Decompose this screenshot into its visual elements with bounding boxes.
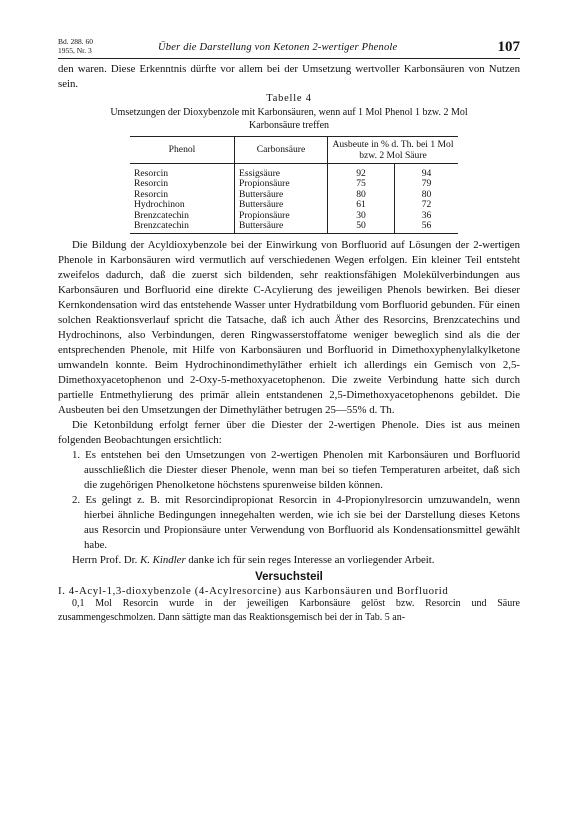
acknowledgement-name: K. Kindler — [140, 554, 186, 567]
cell-phenol: Resorcin — [134, 178, 169, 190]
body-paragraph: Die Ketonbildung erfolgt ferner über die Diester der 2-wertigen Phenole. Dies ist aus meinen folgenden Beobachtungen ersichtlich: — [58, 419, 520, 447]
column-header-carbonsaeure: Carbonsäure — [235, 136, 328, 163]
cell-yield-1mol: 80 — [328, 190, 395, 201]
cell-phenol: Resorcin — [134, 188, 169, 200]
table-row — [130, 163, 458, 179]
cell-acid: Buttersäure — [235, 190, 328, 201]
intro-paragraph: den waren. Diese Erkenntnis dürfte vor allem bei der Umsetzung wertvoller Karbonsäuren von Nutzen sein. — [58, 63, 520, 90]
cell-yield-2mol: 36 — [395, 211, 459, 222]
observation-list — [58, 448, 520, 553]
subsection-heading: I. 4-Acyl-1,3-dioxybenzole (4-Acylresorcine) aus Karbonsäuren und Borfluorid — [58, 585, 449, 598]
cell-yield-1mol: 30 — [328, 211, 395, 222]
table-header-row — [130, 136, 458, 163]
cell-yield-2mol: 72 — [395, 200, 459, 211]
table-caption-line1: Umsetzungen der Dioxybenzole mit Karbonsäuren, wenn auf 1 Mol Phenol 1 bzw. 2 Mol — [110, 106, 468, 118]
running-header — [58, 38, 520, 60]
cell-yield-1mol: 50 — [328, 221, 395, 233]
cell-acid: Buttersäure — [235, 200, 328, 211]
journal-year-issue: 1955, Nr. 3 — [58, 45, 92, 55]
body-paragraph: Die Bildung der Acyldioxybenzole bei der Einwirkung von Borfluorid auf Lösungen der 2-wertigen Phenole in Karbonsäuren wird vermutlich auf verschiedenen Wegen erfolgen. Ein kleiner Teil entsteht zweifelos dadurch, daß die zuerst sich bildenden, sehr reaktionsfähigen Molekülverbindungen aus Karbonsäuren und Borfluorid eine direkte C-Acylierung des jeweiligen Phenols bewirken. Bei dieser Kernkondensation wird das entstehende Wasser unter Hydratbildung vom Borfluorid gebunden. Für einen solchen Reaktionsverlauf spricht die Tatsache, daß ich auch Äther des Resorcins, Brenzcatechins und Hydrochinons, also Verbindungen, deren Ringwasserstoffatome weniger beweglich sind als die der entsprechenden Phenole, mit Hilfe von Karbonsäuren und Borfluorid in Dimethoxyphenylalkylketone umwandeln konnte. Beim Hydrochinondimethyläther erhielt ich allerdings ein Gemisch von 2,5-Dimethoxyacetophenon und 2-Oxy-5-methoxyacetophenon. Die zweite Verbindung hatte sich durch partielle Entmethylierung des primär allein entstandenen 2,5-Dimethoxyacetophenons gebildet. Die Ausbeuten bei den Umsetzungen der Dimethyläther betrugen 25—55% d. Th. — [58, 239, 520, 417]
journal-volume: Bd. 288. 60 — [58, 37, 94, 46]
list-item: 2. Es gelingt z. B. mit Resorcindipropionat Resorcin in 4-Propionylresorcin umzuwandeln, wenn hierbei ähnliche Bedingungen innegehalten werden, wie ich sie bei der Darstellung dieses Ketons aus Resorcin und Propionsäure unter Verwendung von Borfluorid als Kondensationsmittel gewählt habe. — [72, 494, 520, 552]
cell-acid: Propionsäure — [235, 211, 328, 222]
page — [58, 38, 520, 624]
cell-yield-1mol: 75 — [328, 179, 395, 190]
header-rule — [58, 58, 520, 59]
cell-yield-1mol: 61 — [328, 200, 395, 211]
experimental-paragraph: 0,1 Mol Resorcin wurde in der jeweiligen Karbonsäure gelöst bzw. Resorcin und Säure zusammengeschmolzen. Dann sättigte man das Reaktionsgemisch bei der in Tab. 5 an- — [58, 598, 520, 623]
cell-yield-2mol: 56 — [395, 221, 459, 233]
table-row — [130, 179, 458, 190]
table-label: Tabelle 4 — [266, 93, 312, 104]
cell-yield-2mol: 80 — [395, 190, 459, 201]
cell-phenol: Hydrochinon — [134, 199, 185, 211]
section-title: Versuchsteil — [255, 571, 323, 584]
cell-phenol: Brenzcatechin — [134, 209, 189, 221]
cell-yield-2mol: 79 — [395, 179, 459, 190]
cell-acid: Essigsäure — [235, 163, 328, 179]
column-header-phenol: Phenol — [130, 136, 235, 163]
cell-yield-1mol: 92 — [328, 163, 395, 179]
table-caption-line2: Karbonsäure treffen — [248, 120, 330, 131]
acknowledgement-suffix: danke ich für sein reges Interesse an vorliegender Arbeit. — [185, 554, 435, 567]
page-number: 107 — [497, 39, 520, 55]
running-title: Über die Darstellung von Ketonen 2-wertiger Phenole — [158, 42, 398, 53]
cell-phenol: Brenzcatechin — [130, 221, 235, 233]
cell-yield-2mol: 94 — [395, 163, 459, 179]
cell-acid: Propionsäure — [235, 179, 328, 190]
list-item: 1. Es entstehen bei den Umsetzungen von 2-wertigen Phenolen mit Karbonsäuren und Borfluorid ausschließlich die Diester dieser Phenole, wenn man bei so tiefen Temperaturen arbeitet, daß sich die zugehörigen Phenolketone höchstens spurenweise bilden können. — [72, 449, 520, 492]
cell-acid: Buttersäure — [235, 221, 328, 233]
cell-phenol: Resorcin — [134, 167, 169, 179]
table-row — [130, 221, 458, 233]
journal-reference — [58, 38, 93, 55]
acknowledgement — [58, 553, 520, 568]
column-header-ausbeute: Ausbeute in % d. Th. bei 1 Mol bzw. 2 Mol Säure — [328, 136, 459, 163]
acknowledgement-prefix: Herrn Prof. Dr. — [72, 554, 141, 567]
table-4 — [130, 136, 458, 235]
